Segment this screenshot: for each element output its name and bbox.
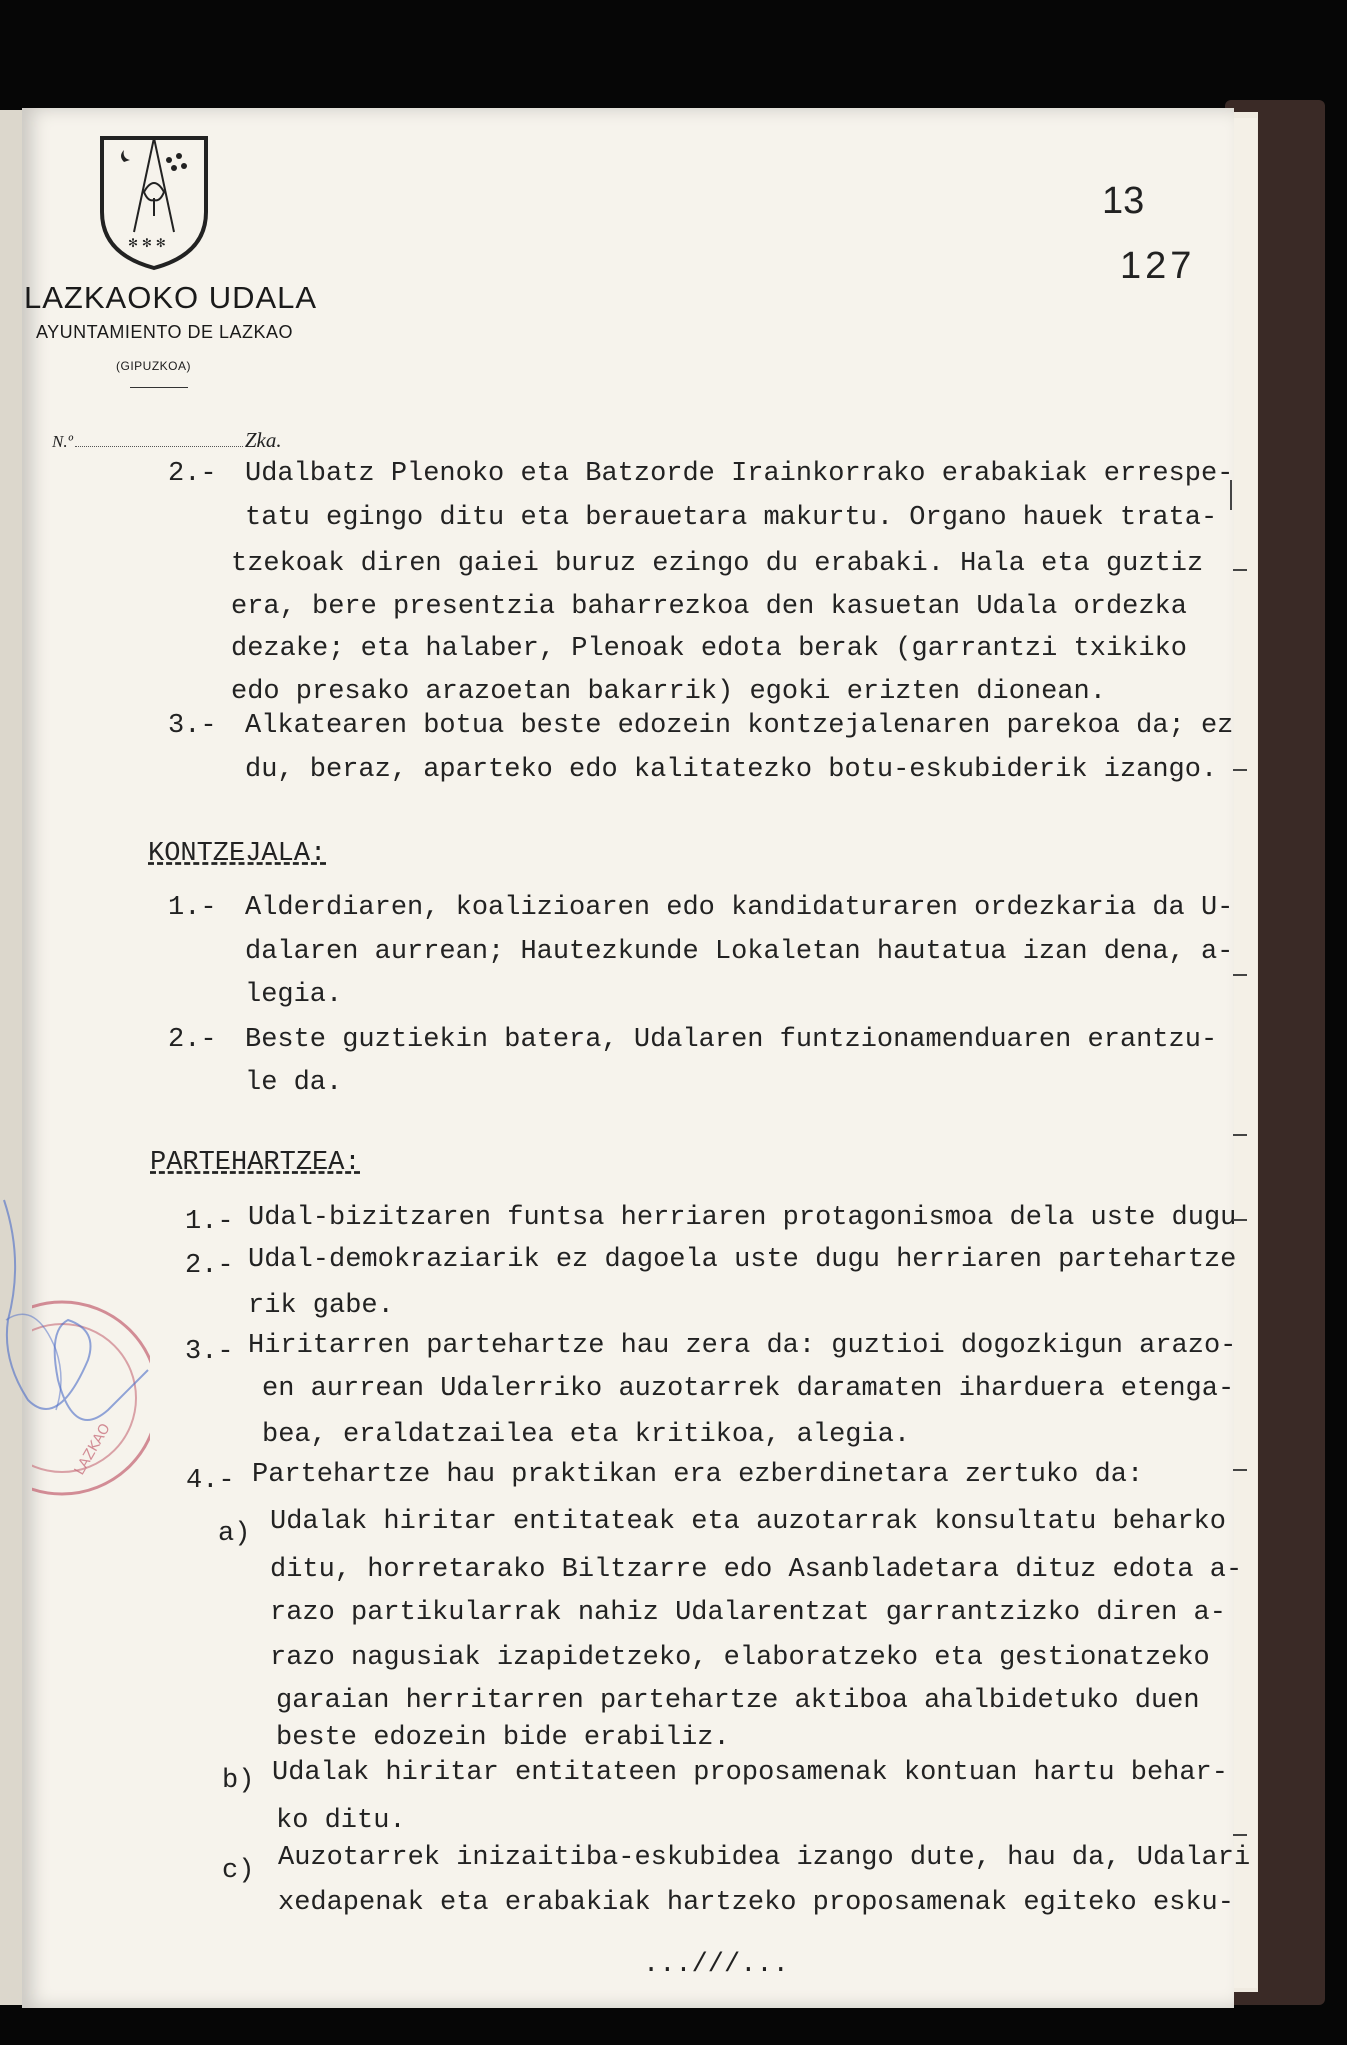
text-line: tzekoak diren gaiei buruz ezingo du erabaki. Hala eta guztiz [231, 549, 1204, 579]
item-number: 2.- [168, 459, 217, 489]
text-line: Alkatearen botua beste edozein kontzejalenaren parekoa da; ez [245, 711, 1234, 741]
text-line: Udalak hiritar entitateen proposamenak kontuan hartu behar- [272, 1758, 1228, 1788]
item-number: 3.- [185, 1337, 234, 1367]
text-line: Udalak hiritar entitateak eta auzotarrak konsultatu beharko [270, 1507, 1226, 1537]
text-line: razo partikularrak nahiz Udalarentzat garrantzizko diren a- [270, 1598, 1226, 1628]
number-suffix: Zka. [244, 428, 282, 452]
section-heading-partehartzea: PARTEHARTZEA: [150, 1148, 361, 1178]
reference-number-line [52, 428, 282, 453]
item-letter: a) [218, 1519, 251, 1549]
text-line: Hiritarren partehartze hau zera da: guztioi dogozkigun arazo- [248, 1331, 1237, 1361]
text-line: le da. [245, 1068, 343, 1098]
coat-of-arms-icon [94, 132, 214, 272]
item-number: 1.- [185, 1207, 234, 1237]
text-line: rik gabe. [248, 1291, 394, 1321]
item-letter: b) [222, 1766, 255, 1796]
number-blank [75, 446, 243, 447]
section-heading-kontzejala: KONTZEJALA: [148, 839, 327, 869]
text-line: beste edozein bide erabiliz. [276, 1723, 730, 1753]
text-line: tatu egingo ditu eta berauetara makurtu. Organo hauek trata- [245, 503, 1218, 533]
item-number: 4.- [186, 1466, 235, 1496]
svg-text:✻ ✻ ✻: ✻ ✻ ✻ [128, 236, 166, 250]
text-line: edo presako arazoetan bakarrik) egoki erizten dionean. [231, 677, 1106, 707]
item-letter: c) [222, 1856, 255, 1886]
text-line: dezake; eta halaber, Plenoak edota berak (garrantzi txikiko [231, 634, 1187, 664]
text-line: bea, eraldatzailea eta kritikoa, alegia. [262, 1420, 911, 1450]
organization-name: LAZKAOKO UDALA [24, 280, 318, 315]
text-line: Beste guztiekin batera, Udalaren funtzionamenduaren erantzu- [245, 1025, 1218, 1055]
previous-page-edge [0, 110, 24, 2005]
item-number: 3.- [168, 711, 217, 741]
text-line: du, beraz, aparteko edo kalitatezko botu-eskubiderik izango. [245, 755, 1218, 785]
text-line: Alderdiaren, koalizioaren edo kandidaturaren ordezkaria da U- [245, 893, 1234, 923]
handwritten-folio-number: 127 [1120, 245, 1196, 287]
text-line: Udalbatz Plenoko eta Batzorde Irainkorrako erabakiak errespe- [245, 459, 1234, 489]
continuation-mark: ...///... [643, 1950, 789, 1980]
margin-tick-marks [1225, 470, 1255, 1920]
text-line: xedapenak eta erabakiak hartzeko proposamenak egiteko esku- [278, 1888, 1234, 1918]
text-line: era, bere presentzia baharrezkoa den kasuetan Udala ordezka [231, 592, 1187, 622]
text-line: ditu, horretarako Biltzarre edo Asanbladetara dituz edota a- [270, 1555, 1243, 1585]
text-line: garaian herritarren partehartze aktiboa ahalbidetuko duen [276, 1686, 1200, 1716]
text-line: razo nagusiak izapidetzeko, elaboratzeko eta gestionatzeko [270, 1643, 1210, 1673]
text-line: Udal-bizitzaren funtsa herriaren protagonismoa dela uste dugu [248, 1203, 1237, 1233]
ink-signature-icon [0, 1190, 170, 1490]
organization-province: (GIPUZKOA) [116, 359, 192, 373]
text-line: dalaren aurrean; Hautezkunde Lokaletan hautatua izan dena, a- [245, 937, 1234, 967]
handwritten-page-number: 13 [1102, 180, 1145, 222]
text-line: Partehartze hau praktikan era ezberdinetara zertuko da: [252, 1460, 1144, 1490]
text-line: Udal-demokraziarik ez dagoela uste dugu herriaren partehartze [248, 1245, 1237, 1275]
text-line: legia. [245, 980, 343, 1010]
item-number: 2.- [185, 1251, 234, 1281]
header-divider [130, 387, 188, 388]
item-number: 1.- [168, 893, 217, 923]
organization-subtitle: AYUNTAMIENTO DE LAZKAO [36, 322, 294, 342]
text-line: ko ditu. [276, 1806, 406, 1836]
text-line: Auzotarrek inizaitiba-eskubidea izango dute, hau da, Udalari [278, 1843, 1251, 1873]
item-number: 2.- [168, 1025, 217, 1055]
number-prefix: N.º [52, 432, 73, 451]
text-line: en aurrean Udalerriko auzotarrek daramaten iharduera etenga- [262, 1374, 1235, 1404]
svg-text:LAZKAO: LAZKAO [71, 1421, 114, 1478]
